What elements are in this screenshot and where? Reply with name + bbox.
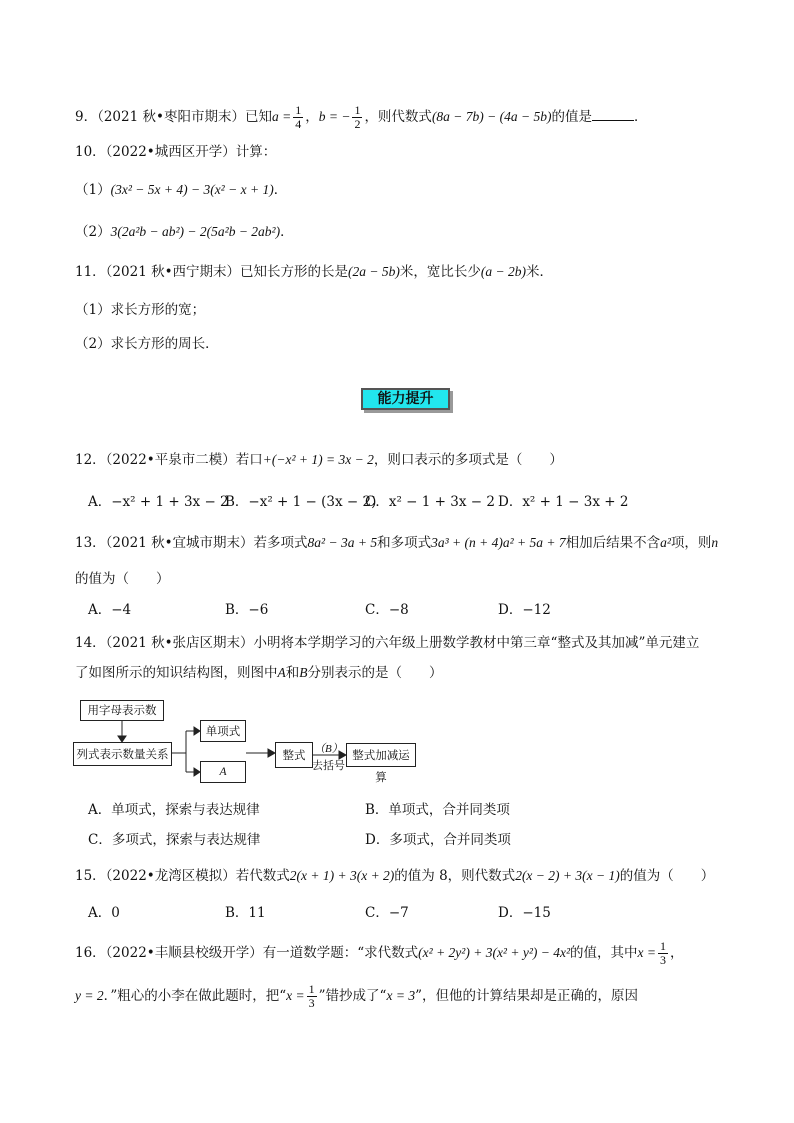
question-16-line-1 [75, 940, 684, 967]
q16-fraction: $\frac{1}{3}$ [660, 939, 667, 967]
q9-mid: ，则代数式 [364, 109, 432, 125]
q14-and: 和 [285, 665, 300, 681]
q12-prefix: 12．（2022•平泉市二模）若口 [75, 452, 263, 468]
q14-option-d[interactable]: D．多项式，合并同类项 [365, 832, 511, 848]
q10-p2-end: ． [280, 224, 294, 240]
q14-var-a: A [277, 665, 286, 680]
q10-p2-expr: 3(2a²b − ab²) − 2(5a²b − 2ab²) [110, 224, 281, 239]
q10-p2-label: （2） [75, 224, 111, 240]
q13-term: a² [660, 535, 671, 550]
q9-prefix: 9．（2021 秋•枣阳市期末）已知 [75, 109, 272, 125]
q16-line2-b: ．”粗心的小李在做此题时，把“ [103, 988, 287, 1004]
q10-p1-end: ． [273, 182, 288, 198]
q15-option-b[interactable]: B．11 [225, 905, 266, 921]
q13-expr-1: 8a² − 3a + 5 [307, 535, 378, 550]
section-banner: 能力提升 [361, 388, 450, 410]
q13-line-2: 的值为（ ） [75, 571, 170, 587]
question-15 [75, 866, 714, 886]
q14-line2-b: 分别表示的是（ ） [307, 665, 443, 681]
q13-option-d[interactable]: D．−12 [498, 602, 551, 618]
q15-option-d[interactable]: D．−15 [498, 905, 551, 921]
q12-option-c[interactable]: C．x² − 1 + 3x − 2 [365, 494, 495, 510]
q15-mid: 的值为 8，则代数式 [394, 868, 516, 884]
q12-option-a[interactable]: A．−x² + 1 + 3x − 2 [88, 494, 229, 510]
q13-option-b[interactable]: B．−6 [225, 602, 269, 618]
diagram-arrow-label-remove-brackets: 去括号 [312, 759, 345, 772]
question-10: 10．（2022•城西区开学）计算： [75, 144, 277, 160]
q15-option-a[interactable]: A．0 [88, 905, 120, 921]
q14-option-b[interactable]: B．单项式，合并同类项 [365, 802, 510, 818]
q13-mid: 和多项式 [377, 535, 432, 551]
q16-x-def: x = [637, 945, 657, 960]
q13-end: 项，则 [670, 535, 712, 551]
q11-prefix: 11．（2021 秋•西宁期末）已知长方形的长是 [75, 264, 349, 280]
q11-part-2: （2）求长方形的周长． [75, 336, 219, 352]
q15-expr-2: 2(x − 2) + 3(x − 1) [515, 868, 620, 883]
q15-expr-1: 2(x + 1) + 3(x + 2) [289, 868, 395, 883]
q12-suffix: ，则口表示的多项式是（ ） [373, 452, 563, 468]
q9-suffix: 的值是 [551, 109, 592, 125]
q9-sep: ， [305, 109, 319, 125]
q11-diff: (a − 2b) [480, 264, 527, 279]
q16-x-def-2: x = [286, 988, 305, 1003]
q16-line2-d: ”，但他的计算结果却是正确的，原因 [415, 988, 638, 1004]
q13-suffix: 相加后结果不含 [565, 535, 661, 551]
q9-b-fraction: $\frac{1}{2}$ [354, 103, 361, 131]
q11-suffix: 米． [526, 264, 554, 280]
diagram-box-add-subtract: 整式加减运算 [346, 743, 416, 767]
q16-prefix: 16．（2022•丰顺县校级开学）有一道数学题：“求代数式 [75, 945, 419, 961]
q16-expr: (x² + 2y²) + 3(x² + y²) − 4x² [418, 945, 571, 960]
q9-end: ． [634, 109, 648, 125]
q11-length: (2a − 5b) [348, 264, 400, 279]
q14-option-c[interactable]: C．多项式，探索与表达规律 [88, 832, 261, 848]
diagram-arrow-label-b: （B） [314, 743, 343, 755]
q9-expr: (8a − 7b) − (4a − 5b) [431, 109, 552, 124]
q9-a-def: a = [271, 109, 292, 124]
q13-expr-2: 3a³ + (n + 4)a² + 5a + 7 [431, 535, 566, 550]
q16-y-def: y = 2 [75, 988, 104, 1003]
q16-line2-c: ”错抄成了“ [318, 988, 387, 1004]
q12-expr: +(−x² + 1) = 3x − 2 [262, 452, 374, 467]
q14-option-a[interactable]: A．单项式，探索与表达规律 [88, 802, 260, 818]
q12-option-b[interactable]: B．−x² + 1 − (3x − 2) [225, 494, 377, 510]
q10-p1-label: （1） [75, 182, 111, 198]
q16-mid: 的值，其中 [570, 945, 638, 961]
diagram-box-a: A [200, 761, 246, 783]
q16-x-wrong: x = 3 [386, 988, 416, 1003]
diagram-box-quantity-relation: 列式表示数量关系 [73, 742, 172, 766]
q15-option-c[interactable]: C．−7 [365, 905, 409, 921]
q11-mid: 米，宽比长少 [399, 264, 481, 280]
q14-var-b: B [299, 665, 308, 680]
question-14-line-1: 14．（2021 秋•张店区期末）小明将本学期学习的六年级上册数学教材中第三章“整式及其加减”单元建立 [75, 635, 700, 651]
diagram-box-monomial: 单项式 [200, 720, 246, 742]
q13-var: n [711, 535, 719, 550]
q13-prefix: 13．（2021 秋•宜城市期末）若多项式 [75, 535, 308, 551]
q12-option-d[interactable]: D．x² + 1 − 3x + 2 [498, 494, 629, 510]
q15-prefix: 15．（2022•龙湾区模拟）若代数式 [75, 868, 290, 884]
diagram-box-polynomial-expression: 整式 [275, 742, 313, 768]
q13-option-c[interactable]: C．−8 [365, 602, 409, 618]
diagram-box-letters: 用字母表示数 [80, 700, 164, 721]
q13-option-a[interactable]: A．−4 [88, 602, 132, 618]
q9-a-fraction: $\frac{1}{4}$ [295, 103, 302, 131]
question-16-line-2 [75, 983, 638, 1010]
q11-part-1: （1）求长方形的宽； [75, 302, 206, 318]
q10-p1-expr: (3x² − 5x + 4) − 3(x² − x + 1) [110, 182, 274, 197]
q15-suffix: 的值为（ ） [619, 868, 715, 884]
q16-fraction-2: $\frac{1}{3}$ [308, 982, 315, 1010]
q16-comma: ， [670, 945, 684, 961]
q9-b-def: b = − [318, 109, 351, 124]
q14-line2-a: 了如图所示的知识结构图，则图中 [75, 665, 278, 681]
